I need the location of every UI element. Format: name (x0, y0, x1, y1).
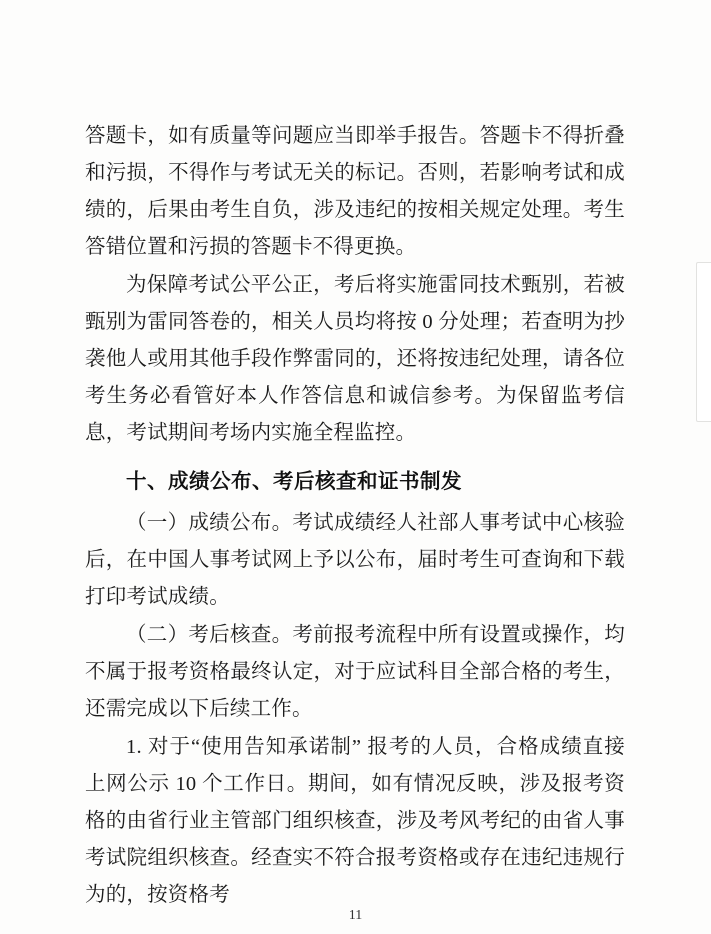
scan-edge-artifact (696, 262, 711, 422)
section-heading-10: 十、成绩公布、考后核查和证书制发 (126, 471, 462, 493)
paragraph-3: （一）成绩公布。考试成绩经人社部人事考试中心核验后，在中国人事考试网上予以公布，届时考生可查询和下载打印考试成绩。 (85, 512, 625, 608)
paragraph-4: （二）考后核查。考前报考流程中所有设置或操作，均不属于报考资格最终认定，对于应试科目全部合格的考生，还需完成以下后续工作。 (85, 624, 625, 720)
paragraph-1: 答题卡，如有质量等问题应当即举手报告。答题卡不得折叠和污损，不得作与考试无关的标记。否则，若影响考试和成绩的，后果由考生自负，涉及违纪的按相关规定处理。考生答错位置和污损的答题卡不得更换。 (85, 125, 625, 258)
document-body (85, 118, 625, 915)
paragraph-2: 为保障考试公平公正，考后将实施雷同技术甄别，若被甄别为雷同答卷的，相关人员均将按 0 分处理；若查明为抄袭他人或用其他手段作弊雷同的，还将按违纪处理，请各位考生务必看管好本人作答信息和诚信参考。为保留监考信息，考试期间考场内实施全程监控。 (85, 274, 625, 444)
paragraph-5: 1. 对于“使用告知承诺制” 报考的人员，合格成绩直接上网公示 10 个工作日。期间，如有情况反映，涉及报考资格的由省行业主管部门组织核查，涉及考风考纪的由省人事考试院组织核查。经查实不符合报考资格或存在违纪违规行为的，按资格考 (85, 736, 625, 906)
page-number: 11 (348, 908, 363, 923)
